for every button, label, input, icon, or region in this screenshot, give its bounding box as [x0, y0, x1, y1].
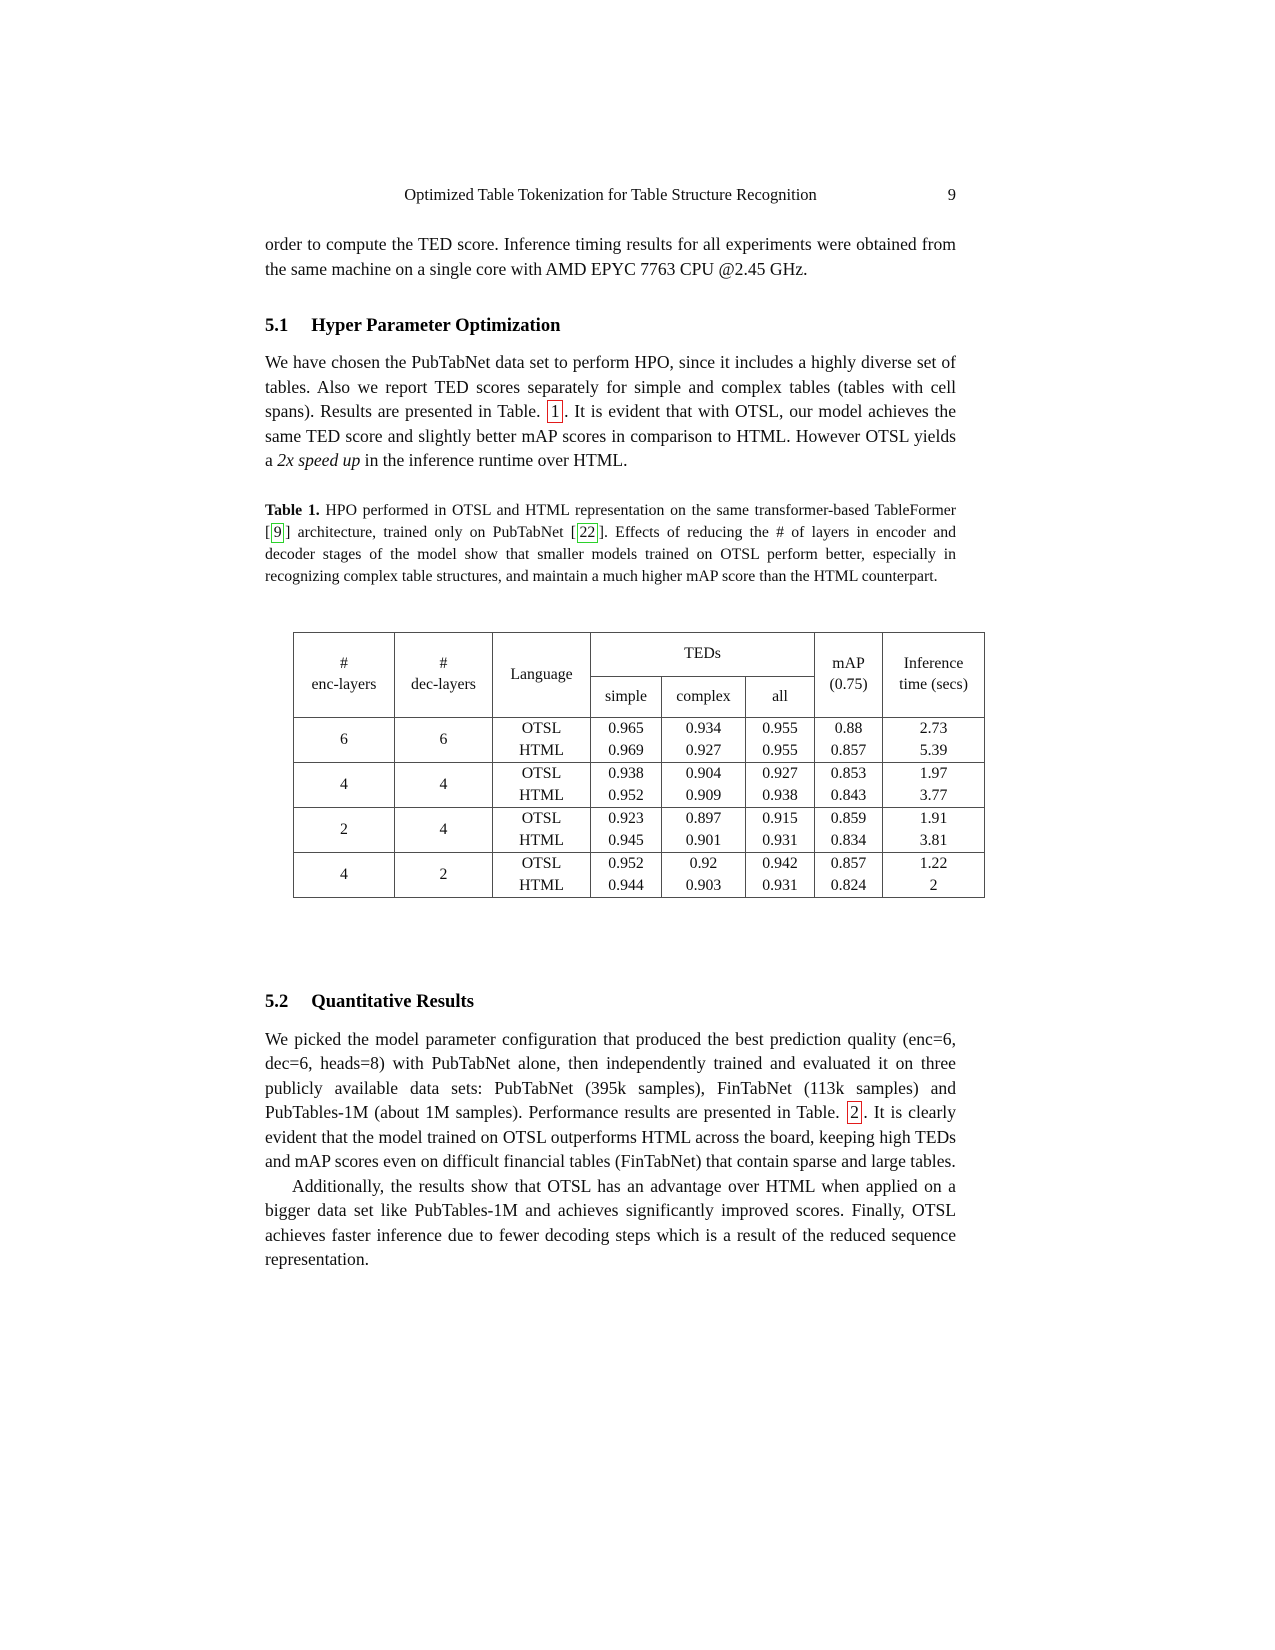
- cell-enc-layers: 6: [294, 717, 395, 762]
- col-header-teds: TEDs: [591, 632, 815, 676]
- cell-map: 0.824: [815, 875, 883, 898]
- section-52-heading: [265, 990, 956, 1013]
- table-1-caption: [265, 500, 956, 588]
- cell-language: OTSL: [493, 717, 591, 740]
- section-51-title: Hyper Parameter Optimization: [311, 315, 561, 336]
- col-header-dec-hash: #: [439, 655, 448, 672]
- cell-dec-layers: 6: [395, 717, 493, 762]
- col-header-enc-label: enc-layers: [311, 675, 377, 693]
- table-2-reference-link[interactable]: 2: [847, 1101, 863, 1124]
- table-row: [294, 807, 985, 830]
- cell-enc-layers: 4: [294, 762, 395, 807]
- intro-paragraph: [265, 232, 956, 281]
- cell-teds-complex: 0.927: [662, 740, 746, 763]
- section-51-number: 5.1: [265, 315, 289, 336]
- cell-map: 0.859: [815, 807, 883, 830]
- section-52-paragraph-1: [265, 1027, 956, 1174]
- cell-inference-time: 1.97: [883, 762, 985, 785]
- cell-inference-time: 3.77: [883, 785, 985, 808]
- col-header-map-label: mAP: [832, 655, 865, 672]
- table-row: [294, 762, 985, 785]
- cell-teds-simple: 0.945: [591, 830, 662, 853]
- col-header-complex: complex: [662, 676, 746, 717]
- cell-teds-complex: 0.897: [662, 807, 746, 830]
- cell-language: OTSL: [493, 852, 591, 875]
- cell-language: OTSL: [493, 807, 591, 830]
- table-1-reference-link[interactable]: 1: [547, 400, 563, 423]
- col-header-inference-unit: time (secs): [899, 675, 968, 693]
- cell-teds-all: 0.942: [746, 852, 815, 875]
- cell-map: 0.857: [815, 740, 883, 763]
- section-52-number: 5.2: [265, 990, 289, 1012]
- cell-language: HTML: [493, 740, 591, 763]
- cell-map: 0.843: [815, 785, 883, 808]
- cell-teds-simple: 0.952: [591, 852, 662, 875]
- col-header-map-threshold: (0.75): [829, 675, 868, 693]
- caption-text: ] architecture, trained only on PubTabNet [: [285, 523, 576, 541]
- running-head-title: Optimized Table Tokenization for Table Structure Recognition: [404, 185, 817, 204]
- cell-teds-all: 0.927: [746, 762, 815, 785]
- citation-9-link[interactable]: 9: [271, 523, 284, 543]
- cell-language: HTML: [493, 875, 591, 898]
- section-52-title: Quantitative Results: [311, 990, 474, 1012]
- col-header-inference-label: Inference: [903, 655, 964, 672]
- paragraph-text: Additionally, the results show that OTSL has an advantage over HTML when applied on a bigger data set like PubTables-1M and achieves significantly improved scores. Finally, OTSL achieves faster inference due to fewer decoding steps which is a result of the reduced sequence representation.: [265, 1175, 956, 1269]
- cell-language: OTSL: [493, 762, 591, 785]
- col-header-enc-layers: [294, 632, 395, 717]
- cell-teds-simple: 0.944: [591, 875, 662, 898]
- cell-map: 0.834: [815, 830, 883, 853]
- cell-teds-all: 0.915: [746, 807, 815, 830]
- cell-map: 0.853: [815, 762, 883, 785]
- cell-enc-layers: 4: [294, 852, 395, 897]
- col-header-inference-time: [883, 632, 985, 717]
- cell-inference-time: 2.73: [883, 717, 985, 740]
- table-row: [294, 717, 985, 740]
- cell-teds-all: 0.938: [746, 785, 815, 808]
- col-header-dec-label: dec-layers: [411, 675, 476, 693]
- cell-map: 0.857: [815, 852, 883, 875]
- cell-dec-layers: 4: [395, 762, 493, 807]
- cell-teds-complex: 0.901: [662, 830, 746, 853]
- cell-teds-complex: 0.909: [662, 785, 746, 808]
- cell-language: HTML: [493, 830, 591, 853]
- cell-teds-complex: 0.903: [662, 875, 746, 898]
- emphasized-text: 2x speed up: [277, 450, 361, 470]
- table-1-container: [293, 632, 968, 898]
- cell-teds-simple: 0.969: [591, 740, 662, 763]
- paragraph-text: We have chosen the PubTabNet data set to perform HPO, since it includes a highly diverse set of tables. Also we report TED scores separately for simple and complex tables (tables with cell spans). Results are presented in Table.: [265, 352, 956, 421]
- cell-teds-all: 0.931: [746, 830, 815, 853]
- cell-teds-complex: 0.92: [662, 852, 746, 875]
- paragraph-text: in the inference runtime over HTML.: [360, 450, 628, 470]
- col-header-all: all: [746, 676, 815, 717]
- citation-22-link[interactable]: 22: [577, 523, 598, 543]
- cell-dec-layers: 2: [395, 852, 493, 897]
- cell-teds-complex: 0.934: [662, 717, 746, 740]
- page-number: 9: [947, 185, 956, 204]
- caption-text: ]. Effects of reducing the # of layers in encoder and decoder stages of the model show that smaller models trained on OTSL perform better, especially in recognizing complex table structures, and maintain a much higher mAP score than the HTML counterpart.: [265, 523, 956, 585]
- text-column: [265, 184, 968, 1272]
- col-header-map: [815, 632, 883, 717]
- section-51-heading: [265, 314, 956, 337]
- paragraph-text: . It is clearly evident that the model trained on OTSL outperforms HTML across the board, keeping high TEDs and mAP scores even on difficult financial tables (FinTabNet) that contain sparse and large tables.: [265, 1102, 956, 1171]
- caption-text: HPO performed in OTSL and HTML representation on the same transformer-based TableFormer [: [265, 501, 957, 541]
- col-header-language: Language: [493, 632, 591, 717]
- cell-teds-simple: 0.923: [591, 807, 662, 830]
- cell-inference-time: 1.91: [883, 807, 985, 830]
- cell-teds-all: 0.931: [746, 875, 815, 898]
- cell-teds-simple: 0.965: [591, 717, 662, 740]
- paragraph-text: We picked the model parameter configuration that produced the best prediction quality (enc=6, dec=6, heads=8) with PubTabNet alone, then independently trained and evaluated it on three publicly available data sets: PubTabNet (395k samples), FinTabNet (113k samples) and PubTables-1M (about 1M samples). Performance results are presented in Table.: [265, 1028, 956, 1122]
- paragraph-text: . It is evident that with OTSL, our model achieves the same TED score and slightly better mAP scores in comparison to HTML. However OTSL yields a: [265, 401, 956, 470]
- table-header-row: [294, 632, 985, 676]
- col-header-enc-hash: #: [340, 655, 348, 672]
- col-header-simple: simple: [591, 676, 662, 717]
- cell-teds-simple: 0.938: [591, 762, 662, 785]
- section-52-paragraph-2: [265, 1174, 956, 1272]
- cell-map: 0.88: [815, 717, 883, 740]
- running-head: [265, 184, 956, 205]
- col-header-dec-layers: [395, 632, 493, 717]
- cell-teds-complex: 0.904: [662, 762, 746, 785]
- cell-inference-time: 2: [883, 875, 985, 898]
- cell-dec-layers: 4: [395, 807, 493, 852]
- cell-teds-all: 0.955: [746, 740, 815, 763]
- cell-inference-time: 5.39: [883, 740, 985, 763]
- table-1-caption-label: Table 1.: [265, 501, 320, 519]
- cell-inference-time: 3.81: [883, 830, 985, 853]
- cell-teds-all: 0.955: [746, 717, 815, 740]
- cell-teds-simple: 0.952: [591, 785, 662, 808]
- cell-enc-layers: 2: [294, 807, 395, 852]
- table-row: [294, 852, 985, 875]
- cell-inference-time: 1.22: [883, 852, 985, 875]
- table-1: [293, 632, 985, 898]
- intro-paragraph-text: order to compute the TED score. Inference timing results for all experiments were obtained from the same machine on a single core with AMD EPYC 7763 CPU @2.45 GHz.: [265, 234, 956, 279]
- cell-language: HTML: [493, 785, 591, 808]
- section-51-paragraph: [265, 350, 956, 473]
